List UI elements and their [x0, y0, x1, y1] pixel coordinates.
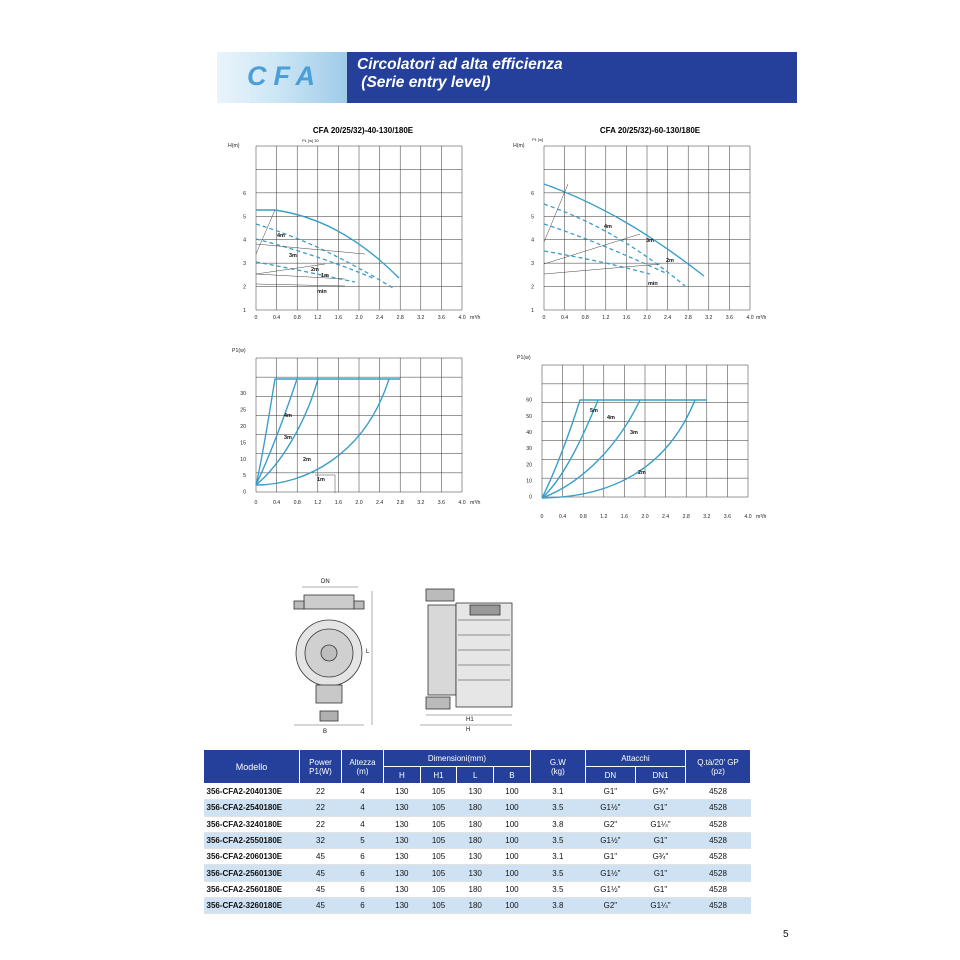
brand-logo [217, 52, 347, 103]
cell-model: 356-CFA2-2540180E [204, 800, 300, 816]
table-cell: G¾" [635, 784, 685, 800]
x-tick-label: 3.6 [723, 514, 732, 520]
x-tick-label: 4.0 [746, 315, 754, 321]
curve-max [544, 184, 704, 276]
table-cell: G2" [585, 816, 635, 832]
curve-2m [256, 379, 318, 485]
table-cell: 100 [494, 784, 531, 800]
table-row [204, 832, 751, 848]
curve-label: 2m [666, 258, 674, 264]
table-cell: 3.5 [530, 881, 585, 897]
table-cell: 105 [420, 849, 457, 865]
y-tick-label: 20 [526, 462, 532, 469]
x-tick-label: 3.6 [437, 500, 446, 506]
y-tick-label: 5 [243, 473, 246, 480]
table-cell: 180 [457, 816, 494, 832]
table-row [204, 784, 751, 800]
table-cell: G1½" [585, 865, 635, 881]
dim-label: L [366, 649, 370, 655]
table-cell: 105 [420, 881, 457, 897]
y-tick-label: 30 [240, 391, 246, 398]
cell-model: 356-CFA2-2040130E [204, 784, 300, 800]
table-cell: 130 [384, 881, 421, 897]
curve-label: 2m [311, 267, 319, 273]
page-title: Circolatori ad alta efficienza (Serie entry level) [357, 56, 563, 91]
y-tick-label: 30 [526, 446, 532, 453]
y-ticks [526, 398, 532, 501]
x-tick-label: 1.2 [314, 500, 322, 506]
table-cell: 180 [457, 898, 494, 914]
x-tick-label: 2.8 [396, 315, 404, 321]
x-tick-label: 0 [254, 500, 258, 506]
curve-label: 4m [284, 413, 292, 419]
table-cell: 4 [342, 816, 384, 832]
curve-max [256, 210, 399, 278]
header-b: B [494, 767, 531, 784]
table-cell: 4 [342, 800, 384, 816]
y-tick-label: 4 [243, 237, 246, 244]
x-tick-label: 1.2 [314, 315, 322, 321]
x-tick-label: 3.6 [725, 315, 734, 321]
table-cell: 130 [384, 849, 421, 865]
spec-table [203, 749, 751, 914]
table-row [204, 881, 751, 897]
table-cell: 4528 [686, 849, 751, 865]
table-cell: 4528 [686, 784, 751, 800]
curve-label: 4m [607, 415, 615, 421]
table-cell: 4528 [686, 832, 751, 848]
header-dn: DN [585, 767, 635, 784]
y-tick-label: 6 [531, 190, 534, 197]
x-tick-label: 1.2 [602, 315, 610, 321]
x-tick-label: 0.4 [272, 315, 281, 321]
table-cell: 100 [494, 881, 531, 897]
y-ticks [240, 391, 246, 495]
table-cell: 105 [420, 865, 457, 881]
dim-label: DN [321, 579, 330, 585]
x-tick-label: 3.6 [437, 315, 446, 321]
y-tick-label: 40 [526, 429, 532, 436]
table-cell: 130 [384, 784, 421, 800]
chart-power-60 [510, 352, 770, 522]
table-cell: 3.1 [530, 849, 585, 865]
y-ticks [531, 191, 534, 314]
table-cell: 180 [457, 881, 494, 897]
table-cell: 3.5 [530, 865, 585, 881]
x-tick-label: 2.8 [396, 500, 404, 506]
x-tick-label: 0.4 [272, 500, 281, 506]
curve-label: 5m [590, 408, 598, 414]
y-axis-label: P1(w) [517, 355, 531, 361]
y-tick-label: 3 [243, 261, 246, 268]
curve-label: 4m [604, 224, 612, 230]
table-cell: 100 [494, 800, 531, 816]
curve-label: 3m [630, 430, 638, 436]
table-cell: G1½" [585, 800, 635, 816]
table-cell: G1½" [585, 881, 635, 897]
table-row [204, 816, 751, 832]
header-qta: Q.tà/20' GP (pz) [686, 750, 751, 784]
table-cell: 3.8 [530, 816, 585, 832]
x-tick-label: 4.0 [744, 514, 752, 520]
curve-2m [542, 400, 695, 498]
header-dimensioni: Dimensioni(mm) [384, 750, 531, 767]
table-cell: 105 [420, 816, 457, 832]
table-row [204, 849, 751, 865]
header-dn1: DN1 [635, 767, 685, 784]
curve-label: 2m [638, 470, 646, 476]
table-cell: 4528 [686, 898, 751, 914]
curve-1m [256, 379, 389, 485]
y-tick-label: 6 [243, 190, 246, 197]
curve-1m [256, 274, 345, 279]
table-cell: 3.1 [530, 784, 585, 800]
table-cell: 105 [420, 898, 457, 914]
table-cell: G1" [585, 784, 635, 800]
x-unit: m³/h [470, 315, 481, 321]
x-tick-label: 2.4 [663, 315, 672, 321]
table-cell: 180 [457, 832, 494, 848]
pump-front-view [294, 579, 372, 735]
x-unit: m³/h [756, 514, 767, 520]
table-cell: 4 [342, 784, 384, 800]
table-cell: 22 [300, 816, 342, 832]
grid [256, 358, 462, 492]
table-cell: 130 [384, 816, 421, 832]
table-row [204, 865, 751, 881]
curve-label: 3m [284, 435, 292, 441]
table-cell: G1" [635, 865, 685, 881]
x-tick-label: 0 [254, 315, 258, 321]
y-ticks [243, 191, 246, 314]
page-number: 5 [783, 929, 789, 940]
curve-label: 4m [277, 233, 285, 239]
x-tick-label: 1.6 [334, 500, 343, 506]
x-tick-label: 0.8 [293, 500, 301, 506]
table-cell: G1¼" [635, 898, 685, 914]
x-tick-label: 2.4 [661, 514, 670, 520]
cell-model: 356-CFA2-2060130E [204, 849, 300, 865]
curve-3m [542, 400, 640, 498]
curve-2m [544, 251, 650, 274]
curve-label: 1m [317, 477, 325, 483]
y2-axis-label: P1 [w] [532, 137, 544, 142]
x-tick-label: 2.0 [643, 315, 651, 321]
header-attacchi: Attacchi [585, 750, 685, 767]
table-cell: G1" [635, 881, 685, 897]
x-tick-label: 2.8 [684, 315, 692, 321]
x-tick-label: 0 [540, 514, 544, 520]
dim-label: B [323, 729, 328, 735]
table-cell: 6 [342, 898, 384, 914]
brand-logo-text: CFA [247, 61, 322, 91]
table-cell: G1" [585, 849, 635, 865]
x-unit: m³/h [470, 500, 481, 506]
y-tick-label: 15 [240, 440, 246, 447]
x-tick-label: 0.8 [579, 514, 587, 520]
x-ticks [255, 315, 466, 321]
y-tick-label: 5 [531, 214, 534, 221]
curve-label: min [648, 281, 658, 287]
x-tick-label: 0.4 [558, 514, 567, 520]
x-ticks [541, 514, 752, 520]
pump-technical-drawing [280, 575, 520, 735]
cell-model: 356-CFA2-2560180E [204, 881, 300, 897]
table-row [204, 800, 751, 816]
x-tick-label: 2.8 [682, 514, 690, 520]
header-h1: H1 [420, 767, 457, 784]
x-tick-label: 1.6 [622, 315, 631, 321]
curve-label: 3m [646, 238, 654, 244]
table-cell: 3.5 [530, 800, 585, 816]
table-cell: G¾" [635, 849, 685, 865]
table-cell: G1" [635, 832, 685, 848]
table-cell: 130 [384, 800, 421, 816]
curve-label: 3m [289, 253, 297, 259]
y-axis-label: H(m) [228, 143, 240, 149]
x-ticks [543, 315, 754, 321]
cell-model: 356-CFA2-3240180E [204, 816, 300, 832]
y-tick-label: 10 [240, 456, 246, 463]
table-cell: 4528 [686, 816, 751, 832]
y-tick-label: 4 [531, 237, 534, 244]
chart-power-40 [225, 345, 481, 515]
table-cell: 4528 [686, 800, 751, 816]
dim-label: H1 [466, 717, 474, 723]
table-cell: G1" [635, 800, 685, 816]
x-tick-label: 3.2 [417, 315, 425, 321]
table-cell: 5 [342, 832, 384, 848]
table-cell: 130 [384, 865, 421, 881]
table-cell: 105 [420, 800, 457, 816]
table-cell: 6 [342, 865, 384, 881]
header-h: H [384, 767, 421, 784]
cell-model: 356-CFA2-2550180E [204, 832, 300, 848]
table-cell: 105 [420, 784, 457, 800]
y-tick-label: 0 [243, 489, 246, 496]
x-tick-label: 0.4 [560, 315, 569, 321]
table-cell: 130 [457, 865, 494, 881]
chart-head-40 [225, 124, 481, 324]
y2-axis-label: P1 [w] 30 [302, 138, 319, 143]
x-tick-label: 3.2 [705, 315, 713, 321]
header-modello: Modello [204, 750, 300, 784]
y-tick-label: 2 [531, 284, 534, 291]
table-cell: 6 [342, 881, 384, 897]
x-tick-label: 3.2 [703, 514, 711, 520]
curve-label: 2m [303, 457, 311, 463]
chart-head-60 [510, 124, 770, 324]
y-axis-label: H(m) [513, 143, 525, 149]
y-tick-label: 25 [240, 407, 246, 414]
table-cell: 4528 [686, 865, 751, 881]
y-tick-label: 1 [243, 308, 246, 314]
x-tick-label: 0.8 [293, 315, 301, 321]
table-row [204, 898, 751, 914]
table-cell: 3.8 [530, 898, 585, 914]
table-cell: G1¼" [635, 816, 685, 832]
y-tick-label: 5 [243, 214, 246, 221]
x-tick-label: 2.0 [355, 500, 363, 506]
y-tick-label: 0 [529, 494, 532, 501]
table-cell: 100 [494, 849, 531, 865]
table-cell: 130 [457, 784, 494, 800]
table-cell: 180 [457, 800, 494, 816]
header-power: Power P1(W) [300, 750, 342, 784]
table-cell: 6 [342, 849, 384, 865]
chart-title: CFA 20/25/32)-60-130/180E [599, 126, 701, 135]
table-cell: 105 [420, 832, 457, 848]
table-cell: 45 [300, 849, 342, 865]
table-cell: 100 [494, 898, 531, 914]
y-tick-label: 10 [526, 478, 532, 485]
table-cell: 130 [384, 898, 421, 914]
x-ticks [255, 500, 466, 506]
x-tick-label: 2.0 [641, 514, 649, 520]
y-tick-label: 60 [526, 397, 532, 404]
grid [256, 146, 462, 310]
y-axis-label: P1(w) [232, 348, 246, 354]
table-cell: G1½" [585, 832, 635, 848]
curve-label: 1m [321, 273, 329, 279]
y-tick-label: 2 [243, 284, 246, 291]
header-gw: G.W (kg) [530, 750, 585, 784]
table-cell: 32 [300, 832, 342, 848]
table-cell: 100 [494, 832, 531, 848]
table-cell: 130 [457, 849, 494, 865]
x-tick-label: 4.0 [458, 315, 466, 321]
dim-label: H [466, 727, 471, 733]
x-tick-label: 4.0 [458, 500, 466, 506]
table-cell: 100 [494, 816, 531, 832]
x-tick-label: 2.0 [355, 315, 363, 321]
header-l: L [457, 767, 494, 784]
x-tick-label: 2.4 [375, 500, 384, 506]
grid [542, 365, 748, 497]
y-tick-label: 50 [526, 413, 532, 420]
table-cell: 4528 [686, 881, 751, 897]
table-cell: 22 [300, 784, 342, 800]
grid [544, 146, 750, 310]
header-altezza: Altezza (m) [342, 750, 384, 784]
table-cell: 45 [300, 898, 342, 914]
table-cell: 100 [494, 865, 531, 881]
x-tick-label: 0.8 [581, 315, 589, 321]
curve-label: min [317, 289, 327, 295]
x-tick-label: 1.6 [334, 315, 343, 321]
y-tick-label: 3 [531, 261, 534, 268]
x-unit: m³/h [756, 315, 767, 321]
y-tick-label: 1 [531, 308, 534, 314]
x-tick-label: 1.6 [620, 514, 629, 520]
x-tick-label: 3.2 [417, 500, 425, 506]
table-cell: 3.5 [530, 832, 585, 848]
x-tick-label: 1.2 [600, 514, 608, 520]
x-tick-label: 2.4 [375, 315, 384, 321]
cell-model: 356-CFA2-2560130E [204, 865, 300, 881]
table-cell: 45 [300, 881, 342, 897]
pump-side-view [420, 589, 512, 733]
chart-title: CFA 20/25/32)-40-130/180E [312, 126, 414, 135]
table-cell: G2" [585, 898, 635, 914]
cell-model: 356-CFA2-3260180E [204, 898, 300, 914]
table-cell: 130 [384, 832, 421, 848]
table-cell: 22 [300, 800, 342, 816]
x-tick-label: 0 [542, 315, 546, 321]
table-cell: 45 [300, 865, 342, 881]
curve-3m [256, 239, 375, 279]
y-tick-label: 20 [240, 423, 246, 430]
